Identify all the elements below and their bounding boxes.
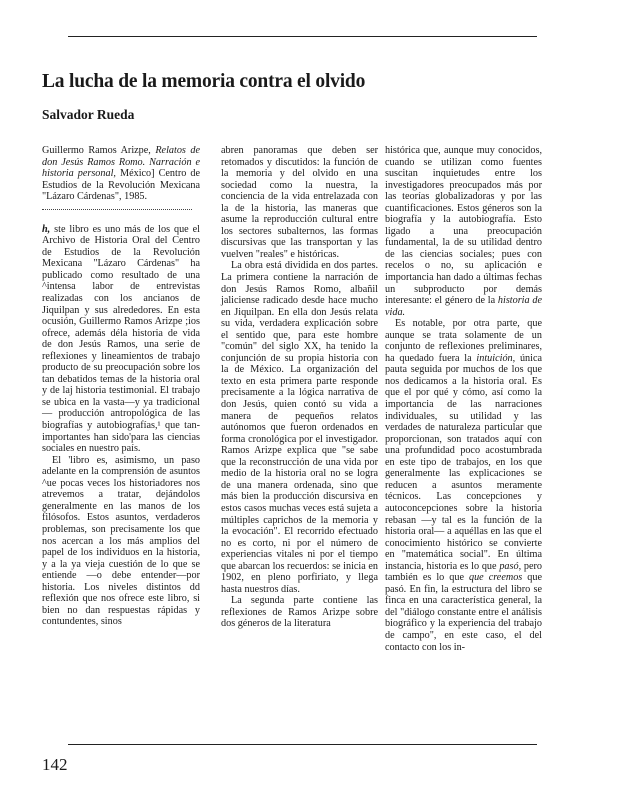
emphasis: pasó, [499, 560, 522, 572]
reference-author: Guillermo Ramos Arizpe, [42, 145, 156, 156]
paragraph-text: histórica que, aunque muy conocidos, cuando se utilizan como fuentes suscitan inquietudes entre los investigadores preocupados más por las teorías globalizadoras y por las cuantificaciones. Estos géneros son la biografía y la autobiografía. Esto ligado a una preocupación fundamental, la de su utilidad dentro de las ciencias sociales; pues con recelos o no, su aplicación e importancia han dado a últimas fechas un subproducto por demás interesante: el género de la [385, 145, 542, 307]
paragraph-text: ste libro es uno más de los que el Archivo de Historia Oral del Centro de Estudios de la Revolución Mexicana "Lázaro Cárdenas" ha publicado como resultado de una ^intensa labor de entrevistas realizadas con los ancianos de Jiquilpan y sus alrededores. En esta ocusión, Guillermo Ramos Arizpe ;ios ofrece, además déla historia de vida de don Jesús Ramos, una serie de reflexiones y lineamientos de trabajo producto de su preocupación sobre los tan debatidos temas de la historia oral y de laj historia testimonial. El trabajo se ubica en la vasta—y ya tradicional— producción antropológica de las biografías y autobiografías,¹ que tan-importantes han sido'para las ciencias sociales en nuestro país. [42, 223, 200, 455]
column-1 [42, 145, 200, 628]
emphasis: historia de vida. [385, 295, 542, 318]
bottom-rule [68, 744, 537, 745]
reference-publisher: México] Centro de Estudios de la Revolución Mexicana "Lázaro Cárdenas", 1985. [42, 168, 200, 203]
emphasis: que creemos [468, 572, 523, 584]
paragraph [385, 145, 542, 318]
emphasis: intuición, [476, 352, 516, 364]
paragraph: El 'libro es, asimismo, un paso adelante en la comprensión de asuntos ^ue pocas veces los historiadores nos atrevemos a tratar, dejándolos generalmente en las manos de los filósofos. Estos asuntos, verdaderos problemas, son precisamente los que nos acercan a los más amplios del papel de los individuos en la historia, y a la ya vieja cuestión de lo que se entiende —o debe entender—por historia. Los niveles distintos dd reflexión que nos ofrece este libro, si bien no dan respuestas rápidas y contundentes, sinos [42, 454, 200, 628]
lead-letter: h, [42, 223, 51, 235]
paragraph [385, 318, 542, 653]
column-2 [221, 145, 378, 630]
paragraph-text: pero también es lo que [385, 560, 543, 584]
book-reference [42, 145, 200, 203]
paragraph-text: única pauta seguida por muchos de los que nos dedicamos a la historia oral. Es que el por qué y cómo, así como la importancia de las narraciones individuales, su utilidad y las verdades de naturaleza particular que proporcionan, son tratados aquí con una profundidad poco acostumbrada en este tipo de trabajos, en los que generalmente las explicaciones se reducen a asuntos meramente técnicos. Las concepciones y autoconcepciones sobre la historia rebasan —y tal es la función de la historia oral— a aquéllas en las que el conocimiento histórico se convierte en "matemática social". En última instancia, historia es lo que [385, 352, 543, 572]
article-author: Salvador Rueda [42, 107, 135, 122]
article-title: La lucha de la memoria contra el olvido [42, 71, 366, 92]
paragraph-text: Es notable, por otra parte, que aunque se trata solamente de un conjunto de reflexiones preliminares, ha quedado fuera la [385, 318, 542, 364]
paragraph: La segunda parte contiene las reflexiones de Ramos Arizpe sobre dos géneros de la literatura [221, 595, 378, 630]
reference-book-title: Relatos de don Jesús Ramos Romo. Narración e historia personal, [42, 145, 200, 180]
page-number: 142 [42, 755, 68, 774]
paragraph-text: que pasó. En fin, la estructura del libro se finca en una característica general, la del "diálogo constante entre el análisis biográfico y la experiencia del trabajo de campo", en este caso, el del contacto con los in- [385, 572, 543, 653]
paragraph [42, 224, 200, 455]
paragraph: La obra está dividida en dos partes. La primera contiene la narración de don Jesús Ramos Romo, albañil jaliciense radicado desde hace mucho en Jiquilpan. En ella don Jesús relata su vida, verdadera explicación sobre el sentido que, para este hombre "común" del siglo XX, ha tenido la conjunción de su propia historia con la de México. La organización del texto en esta primera parte responde precisamente a la lógica narrativa de don Jesús, quien contó su vida a manera de pequeños relatos autónomos que fueron ordenados en forma cronológica por el investigador. Ramos Arizpe explica que "se sabe que la reconstrucción de una vida por medio de la historia oral no se logra de una manera ordenada, sino que más bien la producción discursiva en estos casos muchas veces está sujeta a múltiples caprichos de la memoria y la evocación". El recorrido efectuado no es corto, ni por el número de experiencias vitales ni por el tiempo que abarcan los recuerdos: se inicia en 1902, en pleno porfiriato, y llega hasta nuestros días. [221, 260, 378, 595]
paragraph: abren panoramas que deben ser retomados y discutidos: la función de la memoria y del olvido en una sociedad como la nuestra, la conciencia de la vida entrelazada con la de la historia, las maneras que asume la reproducción cultural entre los sectores subalternos, las formas discursivas que las transportan y las vuelven "reales" e históricas. [221, 145, 378, 260]
column-3 [385, 145, 542, 653]
scan-noise-line [42, 209, 192, 218]
top-rule [68, 36, 537, 37]
